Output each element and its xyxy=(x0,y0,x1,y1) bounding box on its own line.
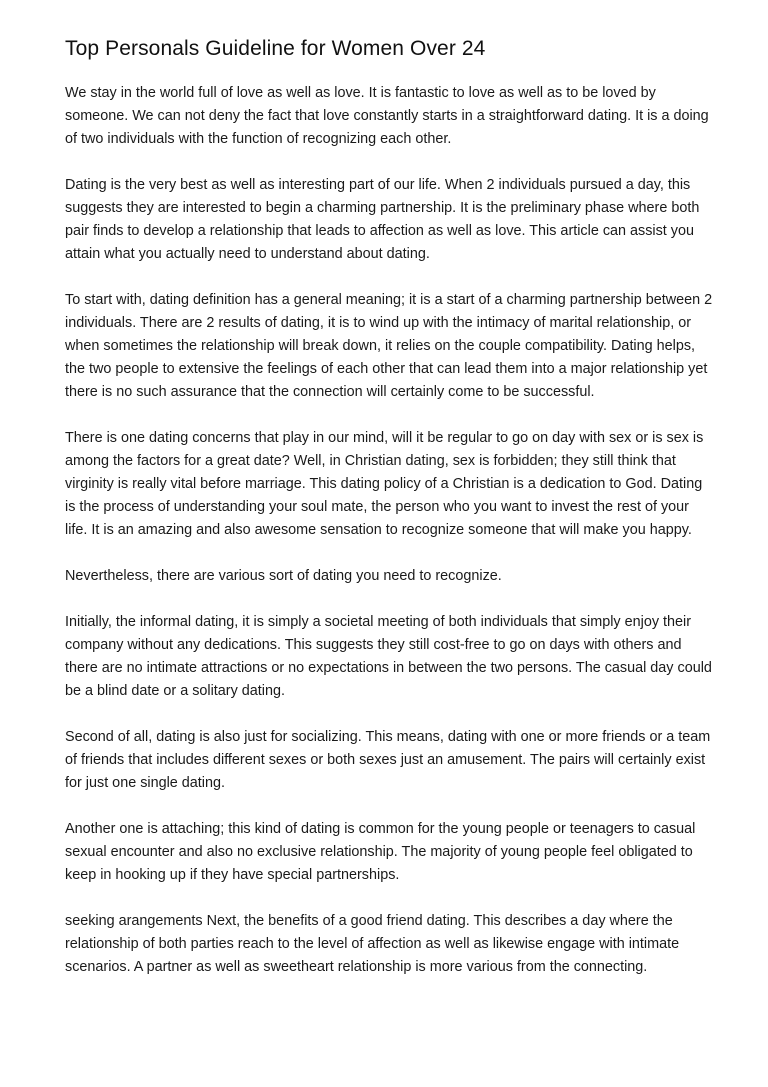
paragraph-8: Another one is attaching; this kind of dating is common for the young people or teenagers to casual sexual encounter and also no exclusive relationship. The majority of young people feel obligated to keep in hooking up if they have special partnerships. xyxy=(65,821,696,883)
paragraph-4: There is one dating concerns that play in our mind, will it be regular to go on day with sex or is sex is among the factors for a great date? Well, in Christian dating, sex is forbidden; they still think that virginity is really vital before marriage. This dating policy of a Christian is a dedication to God. Dating is the process of understanding your soul mate, the person who you want to invest the rest of your life. It is an amazing and also awesome sensation to recognize someone that will make you happy. xyxy=(65,430,704,538)
paragraph-5: Nevertheless, there are various sort of dating you need to recognize. xyxy=(65,568,502,584)
paragraph-9: seeking arangements Next, the benefits of a good friend dating. This describes a day where the relationship of both parties reach to the level of affection as well as likewise engage with intimate scenarios. A partner as well as sweetheart relationship is more various from the connecting. xyxy=(65,913,680,975)
paragraph-2: Dating is the very best as well as interesting part of our life. When 2 individuals pursued a day, this suggests they are interested to begin a charming partnership. It is the preliminary phase where both pair finds to develop a relationship that leads to affection as well as love. This article can assist you attain what you actually need to understand about dating. xyxy=(65,177,700,262)
paragraph-3: To start with, dating definition has a general meaning; it is a start of a charming partnership between 2 individuals. There are 2 results of dating, it is to wind up with the intimacy of marital relationship, or when sometimes the relationship will break down, it relies on the couple compatibility. Dating helps, the two people to extensive the feelings of each other that can lead them into a major relationship yet there is no such assurance that the connection will certainly come to be successful. xyxy=(65,292,713,400)
paragraph-6: Initially, the informal dating, it is simply a societal meeting of both individuals that simply enjoy their company without any dedications. This suggests they still cost-free to go on days with others and there are no intimate attractions or no expectations in between the two persons. The casual day could be a blind date or a solitary dating. xyxy=(65,614,712,699)
paragraph-1: We stay in the world full of love as well as love. It is fantastic to love as well as to be loved by someone. We can not deny the fact that love constantly starts in a straightforward dating. It is a doing of two individuals with the function of recognizing each other. xyxy=(65,85,709,147)
paragraph-7: Second of all, dating is also just for socializing. This means, dating with one or more friends or a team of friends that includes different sexes or both sexes just an amusement. The pairs will certainly exist for just one single dating. xyxy=(65,729,711,791)
document-page xyxy=(65,36,715,1002)
document-title: Top Personals Guideline for Women Over 24 xyxy=(65,37,486,60)
